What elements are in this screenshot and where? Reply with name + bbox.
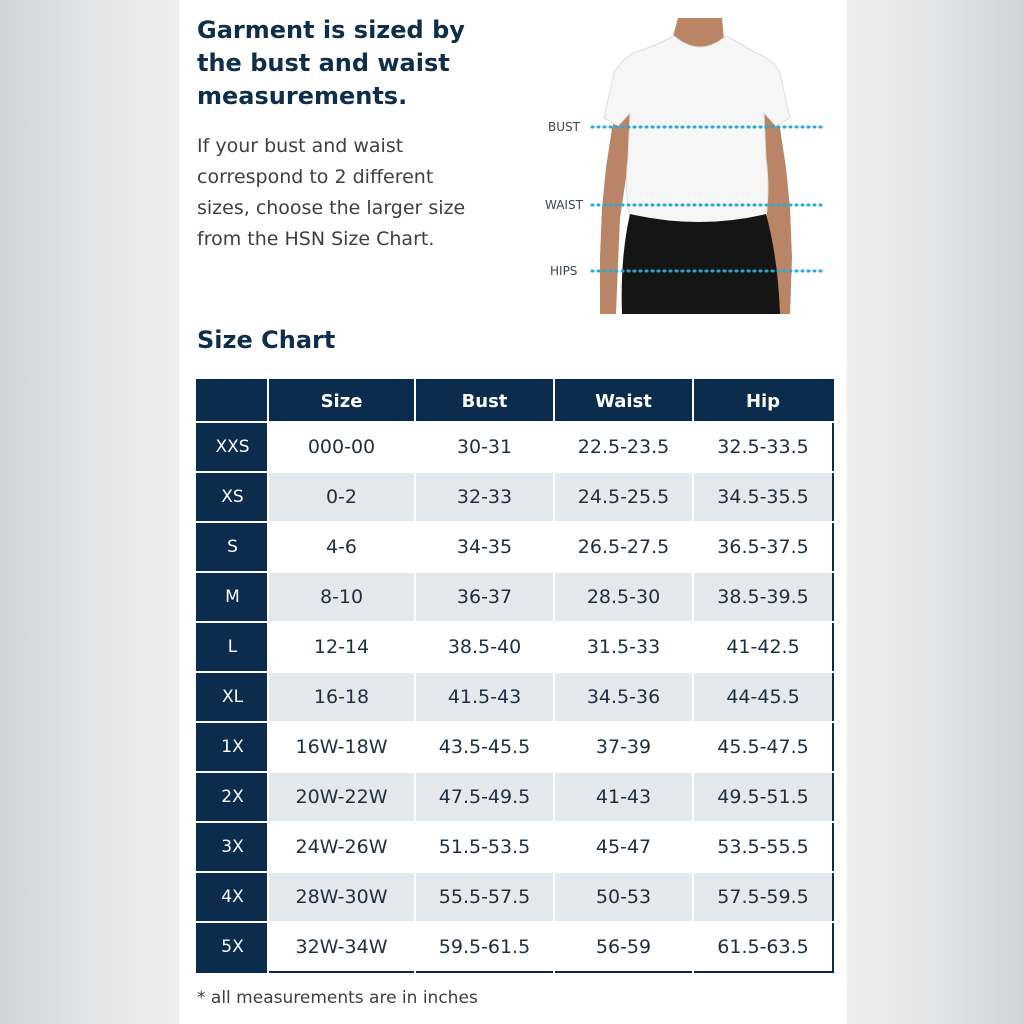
size-cell: 16W-18W bbox=[268, 722, 415, 772]
hip-cell: 44-45.5 bbox=[693, 672, 833, 722]
waist-cell: 26.5-27.5 bbox=[554, 522, 693, 572]
header-bust: Bust bbox=[415, 380, 554, 422]
table-row bbox=[197, 472, 833, 522]
bust-cell: 36-37 bbox=[415, 572, 554, 622]
size-cell: 000-00 bbox=[268, 422, 415, 472]
size-label-cell: 4X bbox=[197, 872, 268, 922]
hip-cell: 61.5-63.5 bbox=[693, 922, 833, 972]
table-row bbox=[197, 922, 833, 972]
hip-cell: 34.5-35.5 bbox=[693, 472, 833, 522]
waist-cell: 22.5-23.5 bbox=[554, 422, 693, 472]
size-label-cell: L bbox=[197, 622, 268, 672]
size-cell: 24W-26W bbox=[268, 822, 415, 872]
model-illustration bbox=[540, 18, 830, 314]
size-label-cell: XL bbox=[197, 672, 268, 722]
size-cell: 32W-34W bbox=[268, 922, 415, 972]
waist-cell: 37-39 bbox=[554, 722, 693, 772]
table-row bbox=[197, 522, 833, 572]
bust-cell: 55.5-57.5 bbox=[415, 872, 554, 922]
waist-cell: 31.5-33 bbox=[554, 622, 693, 672]
header-size: Size bbox=[268, 380, 415, 422]
table-row bbox=[197, 772, 833, 822]
header-waist: Waist bbox=[554, 380, 693, 422]
waist-cell: 50-53 bbox=[554, 872, 693, 922]
size-label-cell: 2X bbox=[197, 772, 268, 822]
waist-cell: 28.5-30 bbox=[554, 572, 693, 622]
bust-cell: 30-31 bbox=[415, 422, 554, 472]
size-cell: 8-10 bbox=[268, 572, 415, 622]
bust-cell: 59.5-61.5 bbox=[415, 922, 554, 972]
size-chart-title: Size Chart bbox=[197, 326, 336, 354]
table-header-row bbox=[197, 380, 833, 422]
table-row bbox=[197, 722, 833, 772]
hip-cell: 32.5-33.5 bbox=[693, 422, 833, 472]
model-pants bbox=[622, 214, 780, 314]
table-row bbox=[197, 822, 833, 872]
size-label-cell: XXS bbox=[197, 422, 268, 472]
table-row bbox=[197, 422, 833, 472]
bust-cell: 43.5-45.5 bbox=[415, 722, 554, 772]
measurement-figure bbox=[540, 18, 830, 314]
waist-cell: 41-43 bbox=[554, 772, 693, 822]
bust-cell: 32-33 bbox=[415, 472, 554, 522]
table-row bbox=[197, 572, 833, 622]
bust-cell: 41.5-43 bbox=[415, 672, 554, 722]
hip-cell: 36.5-37.5 bbox=[693, 522, 833, 572]
table-row bbox=[197, 872, 833, 922]
waist-label: WAIST bbox=[545, 198, 583, 212]
size-cell: 16-18 bbox=[268, 672, 415, 722]
table-row bbox=[197, 622, 833, 672]
size-label-cell: S bbox=[197, 522, 268, 572]
size-label-cell: 3X bbox=[197, 822, 268, 872]
size-label-cell: M bbox=[197, 572, 268, 622]
bust-cell: 51.5-53.5 bbox=[415, 822, 554, 872]
hip-cell: 41-42.5 bbox=[693, 622, 833, 672]
waist-cell: 34.5-36 bbox=[554, 672, 693, 722]
bust-cell: 34-35 bbox=[415, 522, 554, 572]
waist-cell: 24.5-25.5 bbox=[554, 472, 693, 522]
size-label-cell: XS bbox=[197, 472, 268, 522]
model-tshirt bbox=[604, 36, 790, 226]
intro-text: If your bust and waist correspond to 2 different sizes, choose the larger size from the HSN Size Chart. bbox=[197, 135, 466, 250]
table-row bbox=[197, 672, 833, 722]
waist-cell: 45-47 bbox=[554, 822, 693, 872]
waist-cell: 56-59 bbox=[554, 922, 693, 972]
hip-cell: 49.5-51.5 bbox=[693, 772, 833, 822]
size-cell: 0-2 bbox=[268, 472, 415, 522]
size-label-cell: 5X bbox=[197, 922, 268, 972]
hip-cell: 38.5-39.5 bbox=[693, 572, 833, 622]
hip-cell: 45.5-47.5 bbox=[693, 722, 833, 772]
header-corner-cell bbox=[197, 380, 268, 422]
bust-label: BUST bbox=[548, 120, 580, 134]
size-cell: 12-14 bbox=[268, 622, 415, 672]
hip-cell: 57.5-59.5 bbox=[693, 872, 833, 922]
bust-cell: 47.5-49.5 bbox=[415, 772, 554, 822]
footnote: * all measurements are in inches bbox=[197, 988, 478, 1008]
headline: Garment is sized by the bust and waist measurements. bbox=[197, 16, 465, 110]
size-cell: 28W-30W bbox=[268, 872, 415, 922]
size-label-cell: 1X bbox=[197, 722, 268, 772]
size-chart-table bbox=[196, 379, 834, 973]
size-cell: 20W-22W bbox=[268, 772, 415, 822]
hips-label: HIPS bbox=[550, 264, 578, 278]
header-hip: Hip bbox=[693, 380, 833, 422]
size-cell: 4-6 bbox=[268, 522, 415, 572]
hip-cell: 53.5-55.5 bbox=[693, 822, 833, 872]
bust-cell: 38.5-40 bbox=[415, 622, 554, 672]
